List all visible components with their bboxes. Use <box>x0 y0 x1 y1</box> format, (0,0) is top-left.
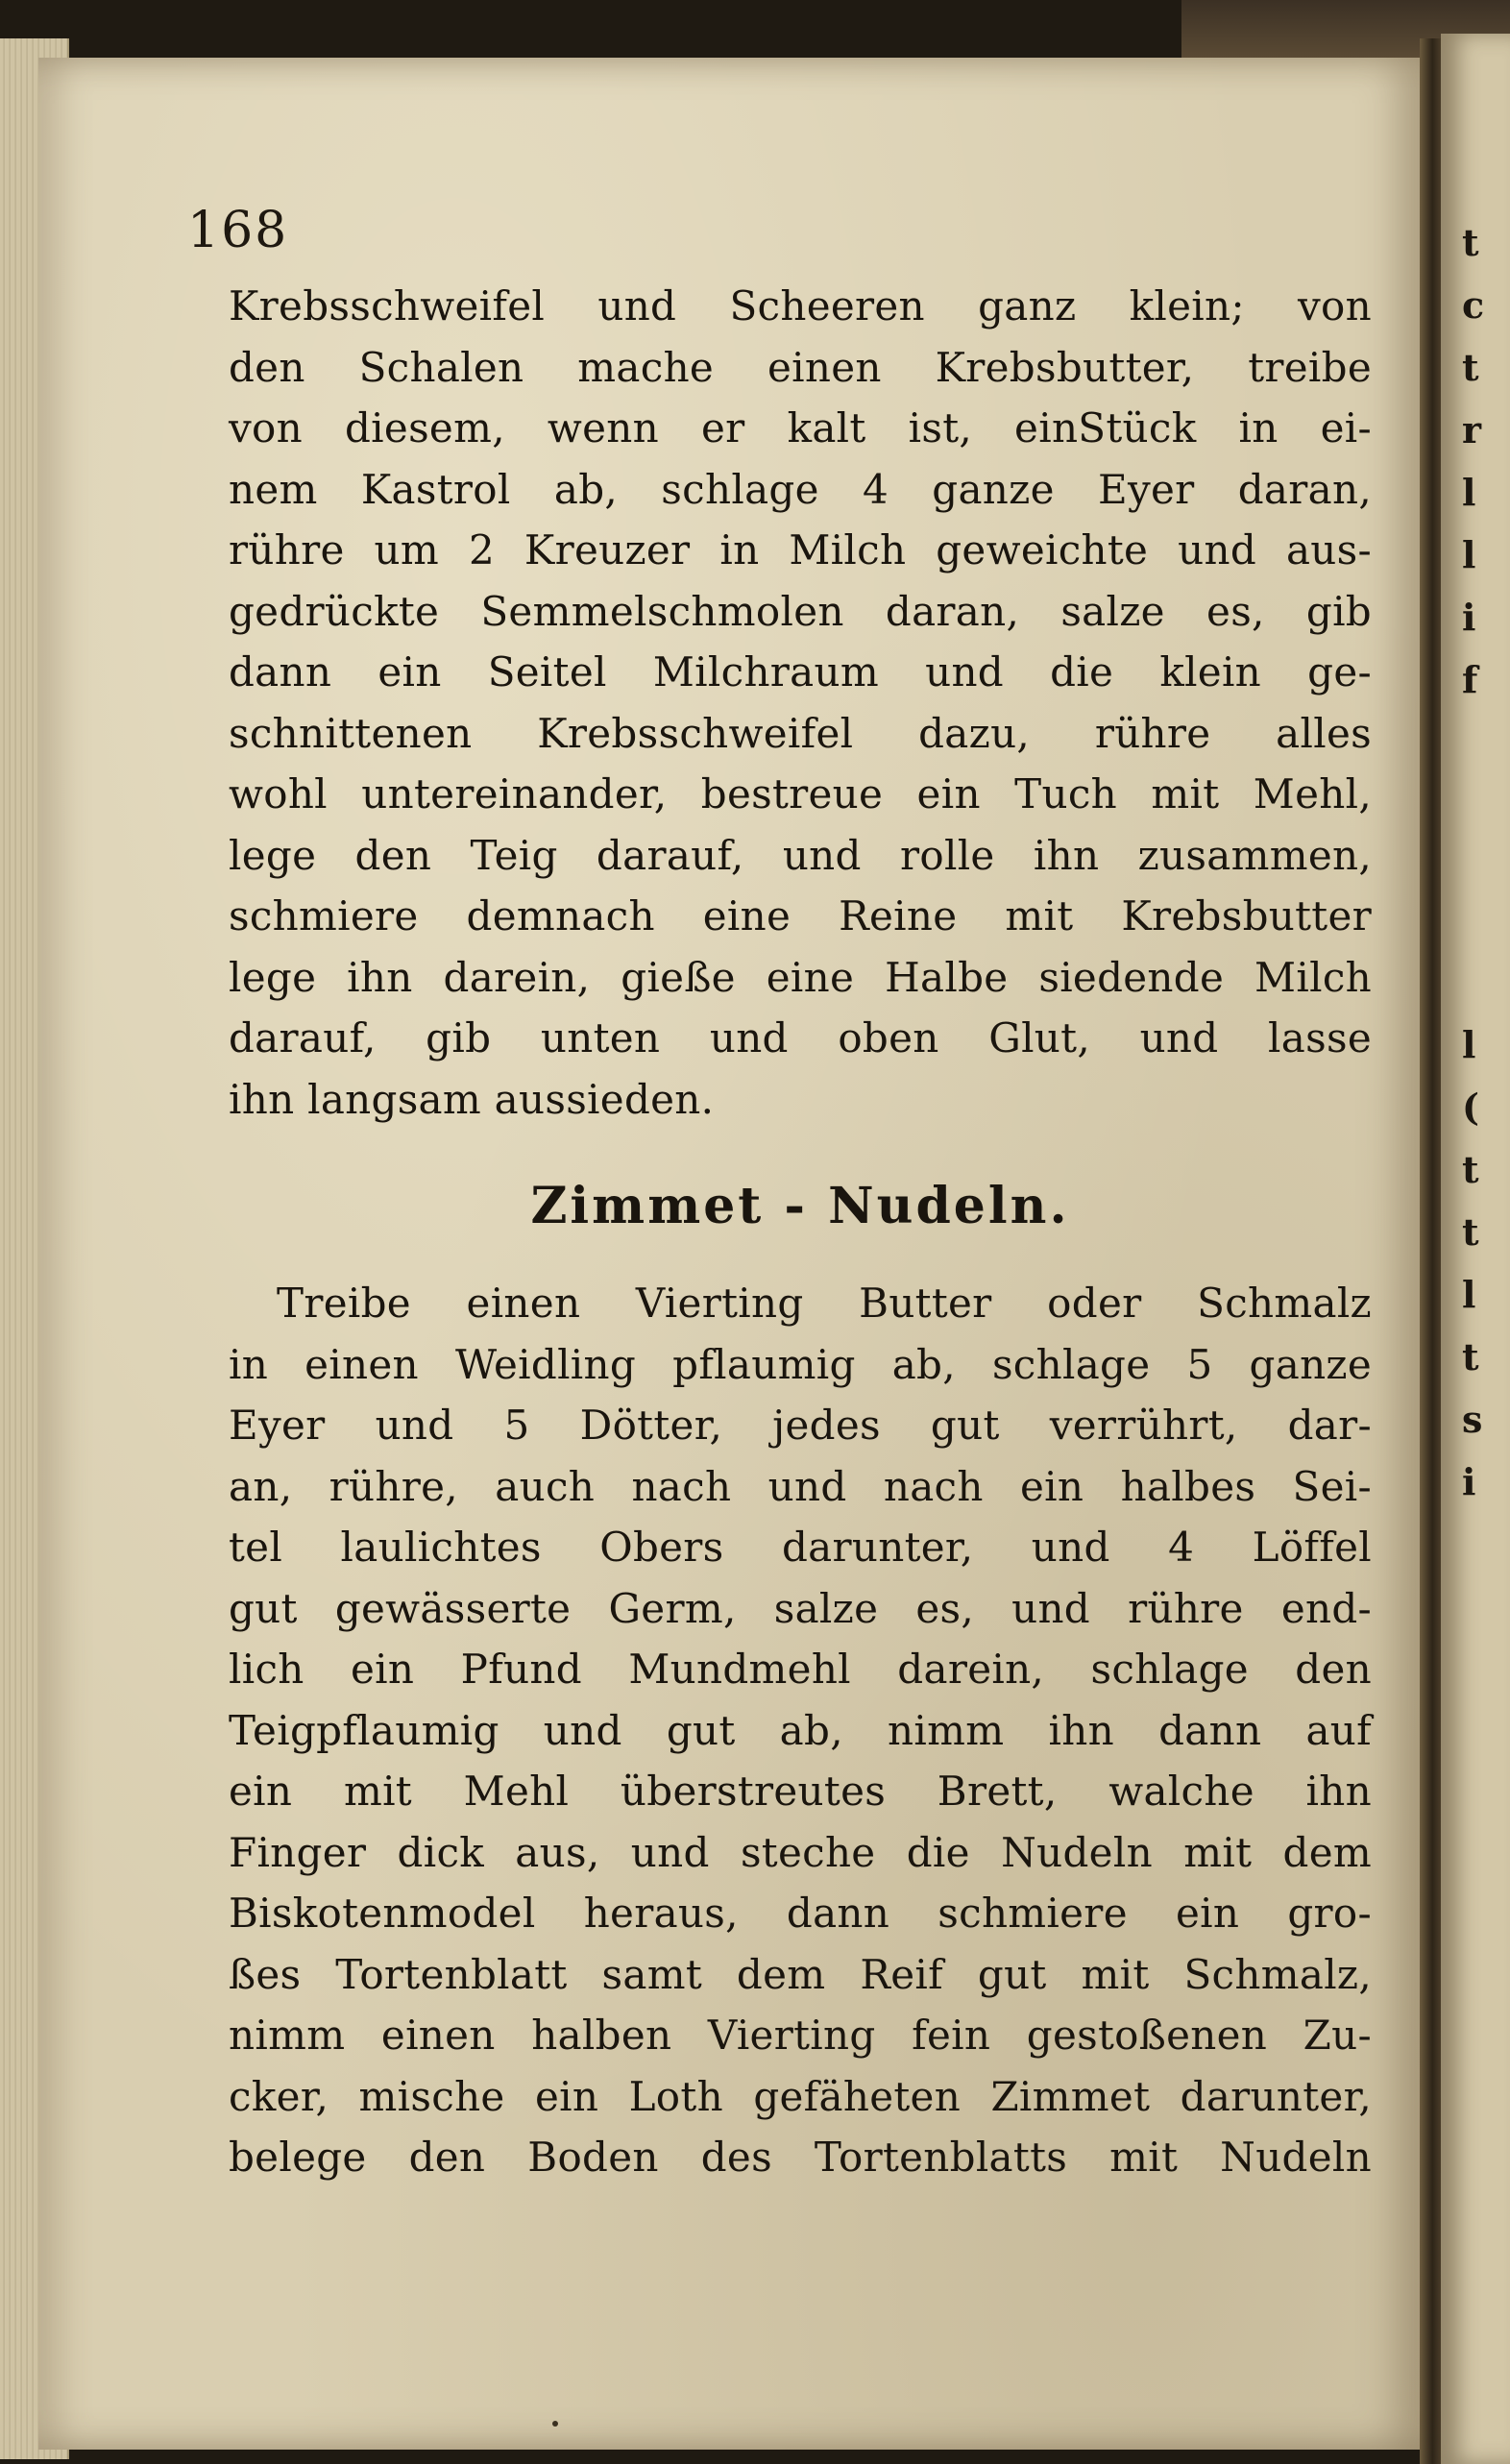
text-line: tel laulichtes Obers darunter, und 4 Löffel <box>229 1524 1372 1571</box>
text-line: belege den Boden des Tortenblatts mit Nudeln <box>229 2134 1372 2181</box>
text-line: darauf, gib unten und oben Glut, und lasse <box>229 1014 1372 1061</box>
text-line: dann ein Seitel Milchraum und die klein ge- <box>229 648 1372 695</box>
adjacent-page-glyph: r <box>1462 408 1482 451</box>
text-line: in einen Weidling pflaumig ab, schlage 5 ganze <box>229 1340 1372 1388</box>
adjacent-page-glyph: s <box>1462 1398 1483 1441</box>
adjacent-page-sliver <box>1441 34 1510 2464</box>
adjacent-page-glyph: t <box>1462 221 1479 264</box>
text-line: Treibe einen Vierting Butter oder Schmalz <box>277 1280 1372 1327</box>
adjacent-page-glyph: l <box>1462 533 1476 576</box>
text-line: lege den Teig darauf, und rolle ihn zusammen, <box>229 831 1372 879</box>
text-line: den Schalen mache einen Krebsbutter, treibe <box>229 343 1372 391</box>
recipe-heading: Zimmet - Nudeln. <box>530 1177 1070 1235</box>
book-gutter <box>1420 38 1441 2464</box>
text-line: schmiere demnach eine Reine mit Krebsbutter <box>229 892 1372 939</box>
page-number: 168 <box>187 202 289 259</box>
adjacent-page-glyph: t <box>1462 346 1479 389</box>
text-line: ßes Tortenblatt samt dem Reif gut mit Schmalz, <box>229 1950 1372 1998</box>
text-line: nimm einen halben Vierting fein gestoßenen Zu- <box>229 2012 1372 2059</box>
text-line: lich ein Pfund Mundmehl darein, schlage den <box>229 1646 1372 1693</box>
adjacent-page-glyph: i <box>1462 1460 1476 1503</box>
text-line: wohl untereinander, bestreue ein Tuch mit Mehl, <box>229 770 1372 817</box>
recipe-paragraph <box>229 1273 1372 2188</box>
adjacent-page-glyph: l <box>1462 1273 1476 1316</box>
text-line: an, rühre, auch nach und nach ein halbes Sei- <box>229 1462 1372 1510</box>
adjacent-page-glyph: t <box>1462 1148 1479 1191</box>
text-line: gut gewässerte Germ, salze es, und rühre end- <box>229 1584 1372 1632</box>
adjacent-page-glyph: f <box>1462 658 1478 701</box>
adjacent-page-glyph: i <box>1462 596 1476 639</box>
text-line: Eyer und 5 Dötter, jedes gut verrührt, dar- <box>229 1402 1372 1449</box>
adjacent-page-glyph: l <box>1462 471 1476 514</box>
text-line: lege ihn darein, gieße eine Halbe siedende Milch <box>229 953 1372 1001</box>
adjacent-page-glyph: ( <box>1462 1086 1479 1129</box>
text-line: Krebsschweifel und Scheeren ganz klein; von <box>229 282 1372 329</box>
recipe-continuation-paragraph <box>229 276 1372 1130</box>
ink-speck <box>552 2421 558 2427</box>
text-line: Finger dick aus, und steche die Nudeln mit dem <box>229 1828 1372 1876</box>
adjacent-page-glyph: t <box>1462 1210 1479 1254</box>
adjacent-page-glyph: t <box>1462 1335 1479 1378</box>
text-line: ein mit Mehl überstreutes Brett, walche ihn <box>229 1768 1372 1815</box>
text-line: Biskotenmodel heraus, dann schmiere ein gro- <box>229 1890 1372 1937</box>
text-line: nem Kastrol ab, schlage 4 ganze Eyer daran, <box>229 465 1372 513</box>
text-line: cker, mische ein Loth gefäheten Zimmet darunter, <box>229 2072 1372 2120</box>
adjacent-page-glyph: l <box>1462 1023 1476 1066</box>
text-line: von diesem, wenn er kalt ist, einStück in ei- <box>229 404 1372 451</box>
text-line: rühre um 2 Kreuzer in Milch geweichte und aus- <box>229 526 1372 573</box>
adjacent-page-glyph: c <box>1462 283 1485 327</box>
text-line: schnittenen Krebsschweifel dazu, rühre alles <box>229 709 1372 757</box>
text-line: gedrückte Semmelschmolen daran, salze es, gib <box>229 587 1372 635</box>
text-line: Teigpflaumig und gut ab, nimm ihn dann auf <box>229 1706 1372 1754</box>
text-line: ihn langsam aussieden. <box>229 1075 715 1123</box>
